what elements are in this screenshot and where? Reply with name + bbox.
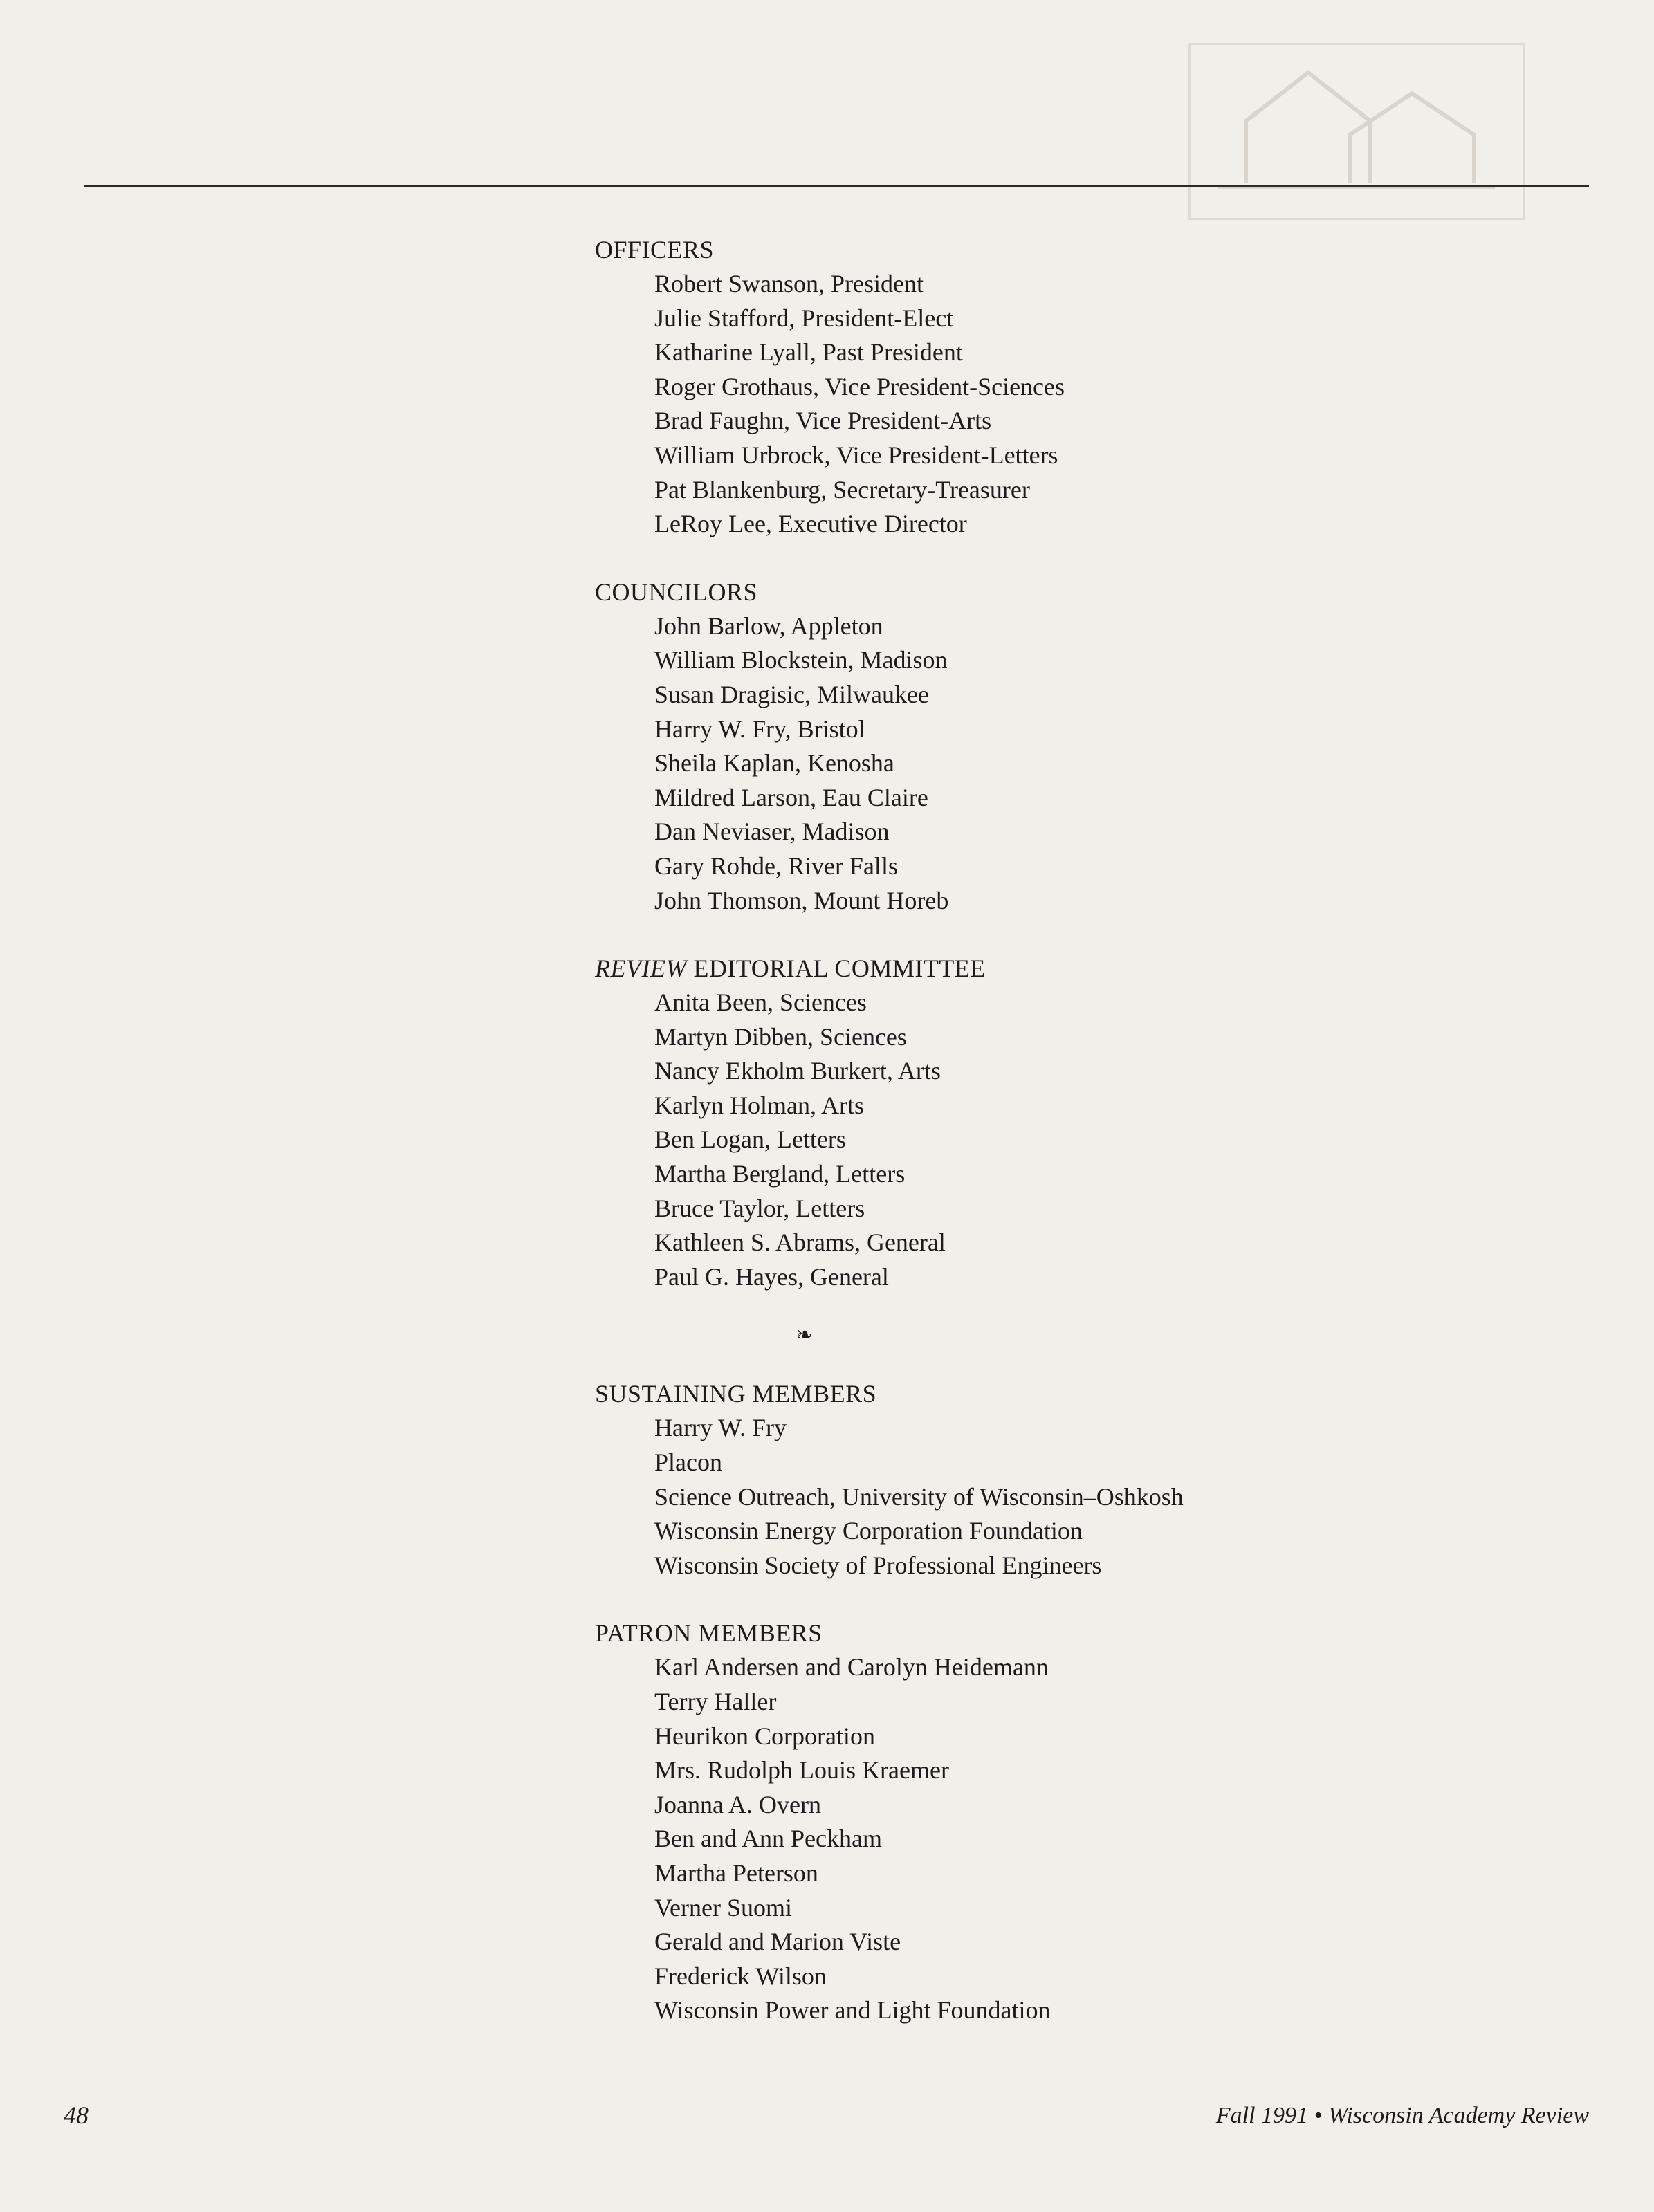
- councilor-entry: Sheila Kaplan, Kenosha: [654, 749, 894, 777]
- patron-entry: Ben and Ann Peckham: [654, 1825, 882, 1853]
- patron-entry: Martha Peterson: [654, 1859, 818, 1887]
- patron-entry: Terry Haller: [654, 1688, 777, 1715]
- page-number: 48: [64, 2101, 89, 2129]
- patron-entry: Karl Andersen and Carolyn Heidemann: [654, 1653, 1049, 1681]
- councilor-entry: John Thomson, Mount Horeb: [654, 886, 949, 914]
- roster-column: [595, 232, 1494, 2061]
- committee-entry: Ben Logan, Letters: [654, 1125, 846, 1154]
- councilor-entry: Dan Neviaser, Madison: [654, 818, 890, 846]
- officer-entry: Julie Stafford, President-Elect: [654, 304, 954, 332]
- header-rule: [84, 185, 1589, 187]
- committee-entry: Martyn Dibben, Sciences: [654, 1022, 907, 1051]
- officer-entry: William Urbrock, Vice President-Letters: [654, 441, 1058, 469]
- councilor-entry: John Barlow, Appleton: [654, 611, 883, 640]
- committee-entry: Anita Been, Sciences: [654, 988, 867, 1017]
- patron-entry: Mrs. Rudolph Louis Kraemer: [654, 1756, 949, 1785]
- sustaining-entry: Science Outreach, University of Wisconsin–Oshkosh: [654, 1482, 1184, 1511]
- committee-entry: Karlyn Holman, Arts: [654, 1091, 864, 1119]
- patron-entry: Verner Suomi: [654, 1893, 792, 1921]
- councilors-heading: COUNCILORS: [595, 578, 758, 606]
- councilor-entry: Mildred Larson, Eau Claire: [654, 783, 928, 811]
- patron-entry: Joanna A. Overn: [654, 1790, 821, 1818]
- leaf-ornament-icon: ❧: [796, 1324, 814, 1347]
- councilor-entry: Gary Rohde, River Falls: [654, 851, 898, 880]
- patron-entry: Heurikon Corporation: [654, 1722, 875, 1750]
- officer-entry: LeRoy Lee, Executive Director: [654, 510, 967, 538]
- officer-entry: Katharine Lyall, Past President: [654, 338, 963, 367]
- officers-section: [595, 232, 1494, 542]
- sustaining-heading: SUSTAINING MEMBERS: [595, 1380, 877, 1408]
- committee-entry: Kathleen S. Abrams, General: [654, 1228, 946, 1257]
- committee-entry: Paul G. Hayes, General: [654, 1262, 889, 1291]
- officer-entry: Robert Swanson, President: [654, 270, 924, 297]
- sustaining-entry: Harry W. Fry: [654, 1414, 787, 1442]
- patron-entry: Wisconsin Power and Light Foundation: [654, 1996, 1051, 2025]
- patron-heading: PATRON MEMBERS: [595, 1619, 823, 1648]
- bleed-through-logo: [1188, 43, 1525, 220]
- patron-entry: Frederick Wilson: [654, 1962, 827, 1990]
- sustaining-entry: Wisconsin Society of Professional Engineers: [654, 1551, 1102, 1579]
- committee-heading-rest: EDITORIAL COMMITTEE: [686, 955, 986, 983]
- councilor-entry: Susan Dragisic, Milwaukee: [654, 680, 929, 708]
- councilor-entry: Harry W. Fry, Bristol: [654, 715, 865, 743]
- councilor-entry: William Blockstein, Madison: [654, 646, 948, 674]
- officers-heading: OFFICERS: [595, 236, 715, 264]
- issue-footer: Fall 1991 • Wisconsin Academy Review: [1215, 2103, 1589, 2128]
- review-committee-section: [595, 951, 1494, 1294]
- committee-entry: Bruce Taylor, Letters: [654, 1194, 865, 1222]
- committee-entry: Martha Bergland, Letters: [654, 1160, 906, 1188]
- sustaining-entry: Placon: [654, 1448, 722, 1477]
- officer-entry: Roger Grothaus, Vice President-Sciences: [654, 372, 1065, 400]
- sustaining-members-section: [595, 1376, 1494, 1583]
- officer-entry: Brad Faughn, Vice President-Arts: [654, 407, 992, 435]
- sustaining-entry: Wisconsin Energy Corporation Foundation: [654, 1517, 1083, 1545]
- officer-entry: Pat Blankenburg, Secretary-Treasurer: [654, 475, 1030, 504]
- review-italic-title: REVIEW: [595, 955, 687, 983]
- patron-entry: Gerald and Marion Viste: [654, 1928, 901, 1956]
- patron-members-section: [595, 1616, 1494, 2028]
- review-committee-heading: [595, 951, 1494, 986]
- committee-entry: Nancy Ekholm Burkert, Arts: [654, 1057, 941, 1085]
- councilors-section: [595, 575, 1494, 918]
